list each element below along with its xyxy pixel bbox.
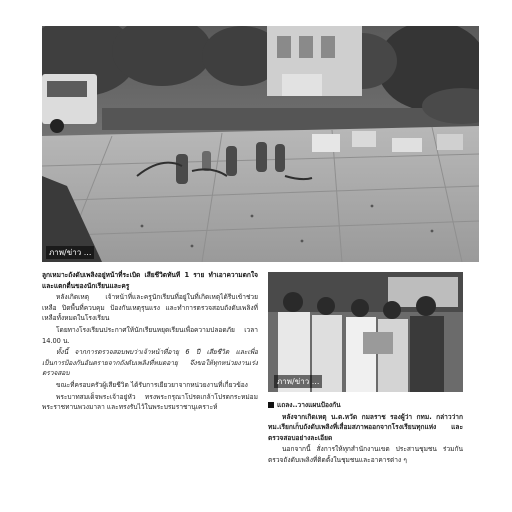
- article-right-column: [268, 400, 463, 512]
- article-paragraph: หลังจากเกิดเหตุ น.ต.หวัด กมลราช รองผู้ว่า กทม. กล่าวว่ากทม.เรียกเก็บถังดับเพลิงที่เสื่อมสภาพออกจากโรงเรียนทุกแห่ง และตรวจสอบอย่างละเอียด: [268, 412, 463, 442]
- group-photo: [268, 272, 463, 392]
- article-paragraph: โดยทางโรงเรียนประกาศให้นักเรียนหยุดเรียนเพื่อความปลอดภัย เวลา 14.00 น.: [42, 325, 258, 345]
- schoolyard-photo: [42, 26, 479, 262]
- article-paragraph: พระบาทสมเด็จพระเจ้าอยู่หัว ทรงพระกรุณาโปรดเกล้าโปรดกระหม่อม พระราชทานพวงมาลา และทรงรับไว้ในพระบรมราชานุเคราะห์: [42, 392, 258, 412]
- top-photo: [42, 26, 479, 262]
- article-lead: ลูกเหมาะถังดับเพลิงอยู่หน้าที่ระเบิด เสียชีวิตทันที 1 ราย ทำเอาความตกใจและแตกตื่นของนักเรียนและครู: [42, 271, 258, 290]
- article-paragraph: นอกจากนี้ สั่งการให้ทุกสำนักงานเขต ประสานชุมชน ร่วมกันตรวจถังดับเพลิงที่ติดตั้งในชุมชนและอาคารต่าง ๆ: [268, 445, 463, 464]
- article-paragraph: ทั้งนี้ จากการตรวจสอบพบว่าเจ้าหน้าที่อายุ 6 ปี เสียชีวิต และเพื่อเป็นการป้องกันอันตรายจากถังดับเพลิงที่หมดอายุ จึงขอให้ทุกหน่วยงานเร่งตรวจสอบ: [42, 348, 258, 378]
- article-left-column: [42, 270, 258, 512]
- section-heading: แถลง..วางแผนป้องกัน: [268, 400, 463, 411]
- top-photo-credit: ภาพ/ข่าว ...: [46, 246, 94, 259]
- right-photo-credit: ภาพ/ข่าว ...: [274, 375, 322, 388]
- right-photo: [268, 272, 463, 392]
- article-paragraph: ขณะที่ครอบครัวผู้เสียชีวิต ได้รับการเยียวยาจากหน่วยงานที่เกี่ยวข้อง: [56, 380, 248, 389]
- square-bullet-icon: [268, 402, 274, 408]
- article-paragraph: หลังเกิดเหตุ เจ้าหน้าที่และครูนักเรียนที่อยู่ในที่เกิดเหตุได้รีบเข้าช่วยเหลือ ปิดพื้นที่ควบคุม ป้องกันเหตุรุนแรง และทำการตรวจสอบถังดับเพลิงที่เหลือทั้งหมดในโรงเรียน: [42, 293, 258, 323]
